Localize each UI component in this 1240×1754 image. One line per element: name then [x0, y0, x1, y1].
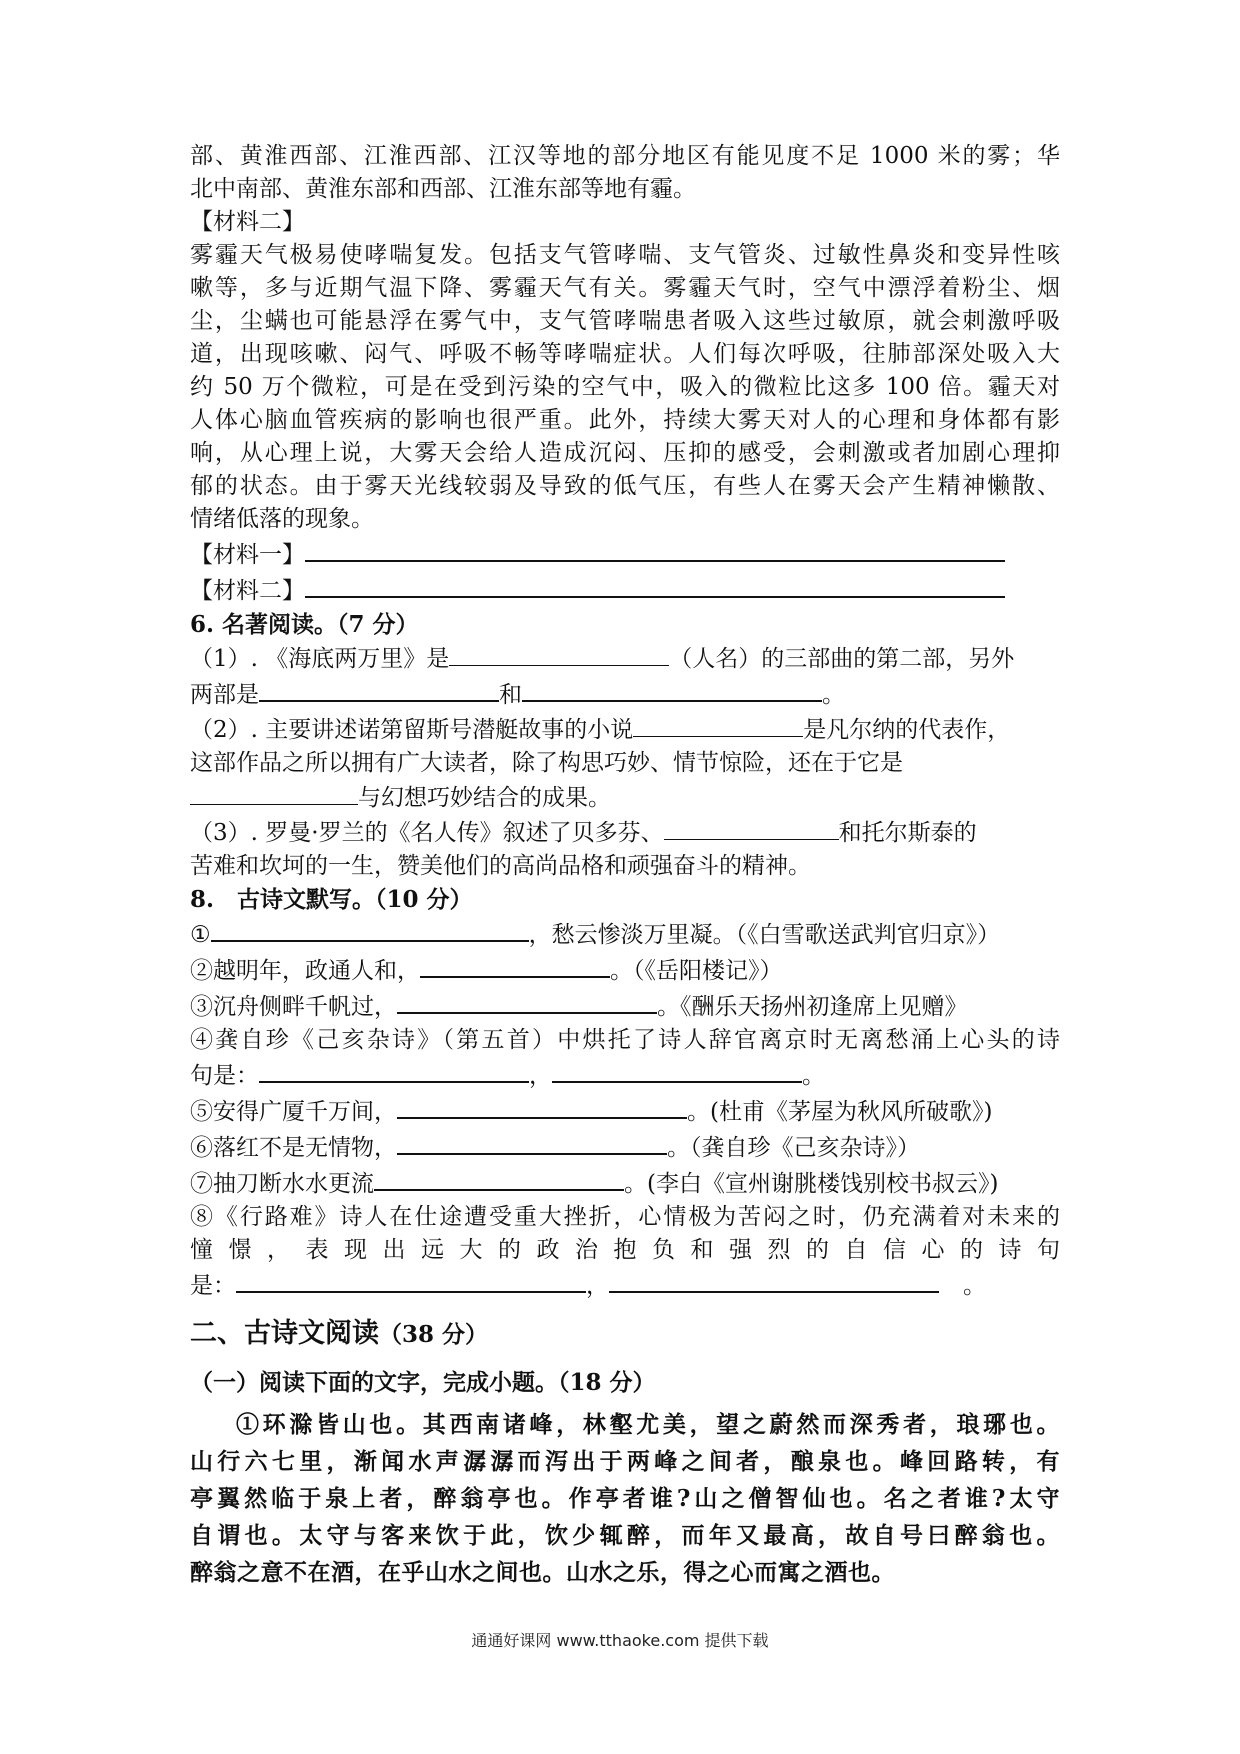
material2-line: 约 50 万个微粒，可是在受到污染的空气中，吸入的微粒比这多 100 倍。霾天对	[190, 374, 1060, 400]
answer-material2-label: 【材料二】	[190, 578, 305, 604]
q8-item1-blank[interactable]	[211, 916, 529, 942]
material2-heading: 【材料二】	[190, 209, 305, 235]
q8-item-8: 憧憬，表现出远大的政治抱负和强烈的自信心的诗句	[190, 1237, 1060, 1263]
q6-part1-text: 。	[822, 682, 845, 708]
q8-item-text: 是：	[190, 1273, 236, 1299]
section-2-subtitle: （一）阅读下面的文字，完成小题。（18 分）	[190, 1369, 656, 1396]
answer-material2	[190, 572, 1060, 608]
q8-item-text: ⑦抽刀断水水更流	[190, 1171, 374, 1197]
q6-part2-line: 这部作品之所以拥有广大读者，除了构思巧妙、情节惊险，还在于它是	[190, 750, 903, 776]
q8-item-text: ，	[586, 1273, 609, 1299]
q8-item3-blank[interactable]	[397, 988, 657, 1014]
q8-item-2	[190, 952, 1060, 988]
material2-line: 郁的状态。由于雾天光线较弱及导致的低气压，有些人在雾天会产生精神懒散、	[190, 473, 1060, 499]
section-2-heading: 二、古诗文阅读	[190, 1318, 379, 1349]
q8-item-text: ⑥落红不是无情物，	[190, 1135, 397, 1161]
q8-item8-blank-a[interactable]	[236, 1267, 586, 1293]
passage-line: 醉翁之意不在酒，在乎山水之间也。山水之乐，得之心而寓之酒也。	[190, 1559, 895, 1586]
q8-item-text: 。(杜甫《茅屋为秋风所破歌》)	[687, 1099, 993, 1125]
q8-item-text: 。（《岳阳楼记》）	[610, 958, 783, 984]
q8-item-4-answer	[190, 1057, 1060, 1093]
material2-line: 响，从心理上说，大雾天会给人造成沉闷、压抑的感受，会刺激或者加剧心理抑	[190, 440, 1060, 466]
q6-part1-text: 和	[499, 682, 522, 708]
q6-part3-text: 和托尔斯泰的	[838, 820, 977, 846]
q8-item-text: ，	[529, 1063, 552, 1089]
q8-item8-blank-b[interactable]	[609, 1267, 939, 1293]
q6-part3-line: 苦难和坎坷的一生，赞美他们的高尚品格和顽强奋斗的精神。	[190, 853, 811, 879]
q6-part2-text: （2）. 主要讲述诺第留斯号潜艇故事的小说	[190, 717, 634, 743]
q6-part3-text: （3）. 罗曼·罗兰的《名人传》叙述了贝多芬、	[190, 820, 664, 846]
passage-line: 自谓也。太守与客来饮于此，饮少辄醉，而年又最高，故自号曰醉翁也。	[190, 1522, 1060, 1549]
material2-line: 雾霾天气极易使哮喘复发。包括支气管哮喘、支气管炎、过敏性鼻炎和变异性咳	[190, 242, 1060, 268]
answer-material1-label: 【材料一】	[190, 542, 305, 568]
q6-person-blank[interactable]	[664, 815, 839, 840]
passage-line: 山行六七里，渐闻水声潺潺而泻出于两峰之间者，酿泉也。峰回路转，有	[190, 1448, 1060, 1475]
q8-item-text: 。（龚自珍《己亥杂诗》）	[667, 1135, 920, 1161]
q8-item-text: ③沉舟侧畔千帆过，	[190, 994, 397, 1020]
q6-part1-text: （1）. 《海底两万里》是	[190, 646, 450, 672]
section-2-score: （38 分）	[379, 1321, 489, 1348]
q8-item-text: ⑤安得广厦千万间，	[190, 1099, 397, 1125]
q8-item5-blank[interactable]	[397, 1093, 687, 1119]
q8-item-text: 句是：	[190, 1063, 259, 1089]
material2-line: 人体心脑血管疾病的影响也很严重。此外，持续大雾天对人的心理和身体都有影	[190, 407, 1060, 433]
q8-item-text: 。(李白《宣州谢朓楼饯别校书叔云》)	[624, 1171, 999, 1197]
q6-part1-line	[190, 641, 1060, 676]
q8-item-1	[190, 916, 1060, 952]
passage-line: ①环滁皆山也。其西南诸峰，林壑尤美，望之蔚然而深秀者，琅琊也。	[236, 1411, 1060, 1438]
document-page	[190, 140, 1060, 1591]
q8-item2-blank[interactable]	[420, 952, 610, 978]
q8-item-3	[190, 988, 1060, 1024]
q8-item4-blank-b[interactable]	[552, 1057, 802, 1083]
answer-material1-blank[interactable]	[305, 536, 1005, 562]
q6-part1-text: （人名）的三部曲的第二部，另外	[669, 646, 1015, 672]
q6-part2-line	[190, 780, 1060, 815]
q6-part1-text: 两部是	[190, 682, 259, 708]
q8-item-text: 。	[802, 1063, 825, 1089]
q8-item-5	[190, 1093, 1060, 1129]
q8-item-text: ，愁云惨淡万里凝。（《白雪歌送武判官归京》）	[528, 922, 1001, 948]
q8-item-text: ①	[190, 922, 211, 948]
answer-material1	[190, 536, 1060, 572]
q6-feature-blank[interactable]	[190, 780, 358, 805]
q8-item-text: 。	[963, 1273, 986, 1299]
answer-material2-blank[interactable]	[305, 572, 1005, 598]
q8-item-4: ④龚自珍《己亥杂诗》（第五首）中烘托了诗人辞官离京时无离愁涌上心头的诗	[190, 1027, 1060, 1053]
q8-item7-blank[interactable]	[374, 1165, 624, 1191]
q6-novel-blank[interactable]	[633, 712, 803, 737]
q6-part1-line	[190, 676, 1060, 712]
q8-item-6	[190, 1129, 1060, 1165]
q8-item4-blank-a[interactable]	[259, 1057, 529, 1083]
q6-part3-line	[190, 815, 1060, 850]
q6-book1-blank[interactable]	[259, 676, 499, 702]
material2-line: 情绪低落的现象。	[190, 506, 374, 532]
q8-item-text: 。《酬乐天扬州初逢席上见赠》	[657, 994, 968, 1020]
q6-author-blank[interactable]	[449, 641, 669, 666]
q6-part2-text: 与幻想巧妙结合的成果。	[358, 785, 611, 811]
material1-continued-line: 北中南部、黄淮东部和西部、江淮东部等地有霾。	[190, 176, 696, 202]
q6-part2-line	[190, 712, 1060, 747]
material2-line: 嗽等，多与近期气温下降、雾霾天气有关。雾霾天气时，空气中漂浮着粉尘、烟	[190, 275, 1060, 301]
q8-item6-blank[interactable]	[397, 1129, 667, 1155]
q8-item-8: ⑧《行路难》诗人在仕途遭受重大挫折，心情极为苦闷之时，仍充满着对未来的	[190, 1204, 1060, 1230]
material2-line: 道，出现咳嗽、闷气、呼吸不畅等哮喘症状。人们每次呼吸，往肺部深处吸入大	[190, 341, 1060, 367]
question-8-title: 8. 古诗文默写。（10 分）	[190, 886, 473, 913]
material2-line: 尘，尘螨也可能悬浮在雾气中，支气管哮喘患者吸入这些过敏原，就会刺激呼吸	[190, 308, 1060, 334]
section-2-title	[190, 1309, 1060, 1360]
q8-item-text: ②越明年，政通人和，	[190, 958, 420, 984]
q8-item-7	[190, 1165, 1060, 1201]
material1-continued-line: 部、黄淮西部、江淮西部、江汉等地的部分地区有能见度不足 1000 米的雾；华	[190, 143, 1060, 169]
q8-item-8-answer	[190, 1267, 1060, 1303]
passage-line: 亭翼然临于泉上者，醉翁亭也。作亭者谁?山之僧智仙也。名之者谁?太守	[190, 1485, 1060, 1512]
question-6-title: 6. 名著阅读。（7 分）	[190, 611, 419, 638]
page-footer: 通通好课网 www.tthaoke.com 提供下载	[471, 1631, 769, 1650]
q6-book2-blank[interactable]	[522, 676, 822, 702]
q6-part2-text: 是凡尔纳的代表作，	[803, 717, 1011, 743]
